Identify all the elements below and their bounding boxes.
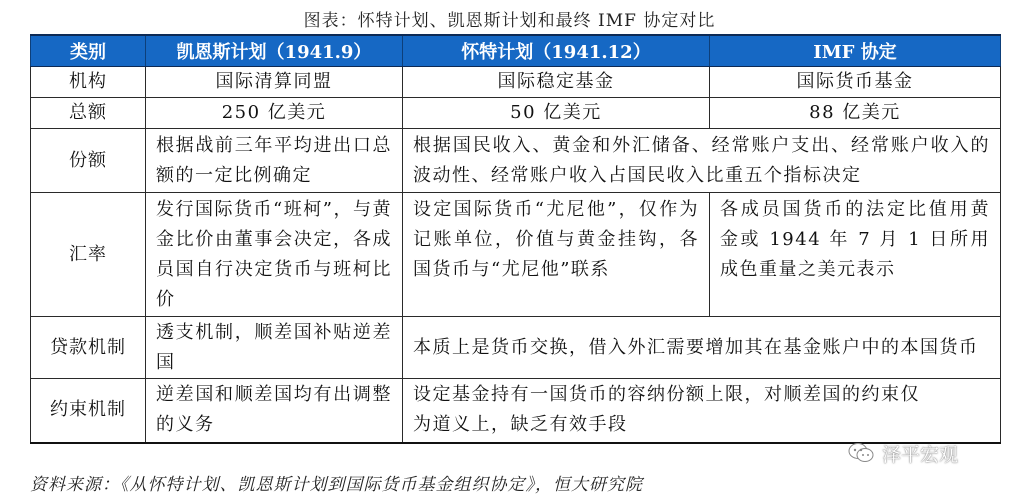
- row-quota: [31, 129, 1001, 193]
- cell-keynes: 根据战前三年平均进出口总额的一定比例确定: [146, 129, 403, 193]
- cell-keynes: 250 亿美元: [146, 98, 403, 129]
- cell-imf: 各成员国货币的法定比值用黄金或 1944 年 7 月 1 日所用成色重量之美元表示: [710, 193, 1001, 317]
- header-imf: IMF 协定: [710, 35, 1001, 67]
- wechat-icon: [848, 442, 874, 464]
- row-total: [31, 98, 1001, 129]
- cell-white: 50 亿美元: [403, 98, 710, 129]
- cell-white: 设定国际货币“尤尼他”，仅作为记账单位，价值与黄金挂钩，各国货币与“尤尼他”联系: [403, 193, 710, 317]
- row-institution: [31, 67, 1001, 98]
- cell-keynes: 透支机制，顺差国补贴逆差国: [146, 317, 403, 379]
- cell-keynes: 逆差国和顺差国均有出调整的义务: [146, 379, 403, 443]
- cell-imf: 国际货币基金: [710, 67, 1001, 98]
- row-label: 份额: [31, 129, 146, 193]
- figure-title: 图表：怀特计划、凯恩斯计划和最终 IMF 协定对比: [303, 11, 716, 31]
- header-keynes: 凯恩斯计划（1941.9）: [146, 35, 403, 67]
- header-row: [31, 35, 1001, 67]
- row-lending: [31, 317, 1001, 379]
- row-label: 贷款机制: [31, 317, 146, 379]
- row-label: 机构: [31, 67, 146, 98]
- row-exchange-rate: [31, 193, 1001, 317]
- row-constraint: [31, 379, 1001, 443]
- cell-white: 国际稳定基金: [403, 67, 710, 98]
- header-category: 类别: [31, 35, 146, 67]
- comparison-table: [30, 34, 1001, 444]
- cell-keynes: 国际清算同盟: [146, 67, 403, 98]
- cell-white-imf: 本质上是货币交换，借入外汇需要增加其在基金账户中的本国货币: [403, 317, 1001, 379]
- cell-white-imf: 设定基金持有一国货币的容纳份额上限，对顺差国的约束仅为道义上，缺乏有效手段: [403, 379, 1001, 443]
- watermark: [848, 441, 958, 465]
- cell-white-imf: 根据国民收入、黄金和外汇储备、经常账户支出、经常账户收入的波动性、经常账户收入占国民收入比重五个指标决定: [403, 129, 1001, 193]
- cell-keynes: 发行国际货币“班柯”，与黄金比价由董事会决定，各成员国自行决定货币与班柯比价: [146, 193, 403, 317]
- row-label: 汇率: [31, 193, 146, 317]
- row-label: 总额: [31, 98, 146, 129]
- source-note: 资料来源：《从怀特计划、凯恩斯计划到国际货币基金组织协定》，恒大研究院: [30, 475, 643, 495]
- header-white: 怀特计划（1941.12）: [403, 35, 710, 67]
- watermark-text: 泽平宏观: [882, 443, 959, 466]
- cell-imf: 88 亿美元: [710, 98, 1001, 129]
- row-label: 约束机制: [31, 379, 146, 443]
